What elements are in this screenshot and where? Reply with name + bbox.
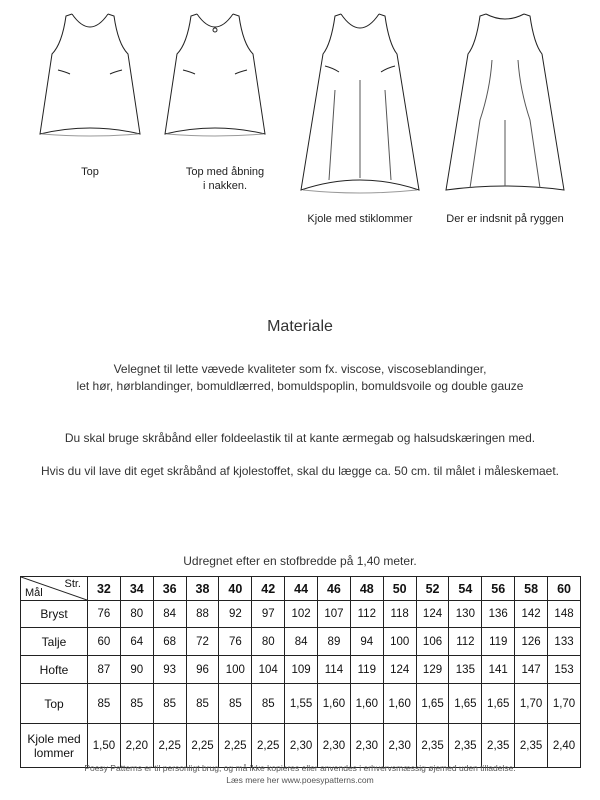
row-label	[21, 724, 88, 768]
table-caption: Udregnet efter en stofbredde på 1,40 meter.	[183, 554, 417, 568]
table-row-talje	[21, 628, 581, 656]
dress-front-icon	[295, 10, 425, 205]
table-cell: 2,25	[186, 724, 219, 768]
table-cell: 92	[219, 601, 252, 628]
table-cell: 126	[515, 628, 548, 656]
size-header: 54	[449, 577, 482, 601]
table-cell: 76	[88, 601, 121, 628]
size-header: 42	[252, 577, 285, 601]
table-cell: 97	[252, 601, 285, 628]
table-cell: 80	[120, 601, 153, 628]
table-cell: 119	[482, 628, 515, 656]
table-cell: 80	[252, 628, 285, 656]
size-header: 58	[515, 577, 548, 601]
footer-website: Læs mere her www.poesypatterns.com	[226, 775, 374, 785]
table-cell: 2,35	[449, 724, 482, 768]
table-cell: 124	[383, 656, 416, 684]
table-cell: 2,35	[482, 724, 515, 768]
table-cell: 104	[252, 656, 285, 684]
table-cell: 85	[252, 684, 285, 724]
table-cell: 1,65	[449, 684, 482, 724]
table-cell: 2,30	[350, 724, 383, 768]
fabric-line-2: let hør, hørblandinger, bomuldlærred, bomuldspoplin, bomuldsvoile og double gauze	[76, 379, 524, 393]
table-cell: 1,65	[482, 684, 515, 724]
size-header: 36	[153, 577, 186, 601]
table-cell: 141	[482, 656, 515, 684]
table-cell: 84	[153, 601, 186, 628]
table-cell: 106	[416, 628, 449, 656]
table-cell: 100	[383, 628, 416, 656]
size-header: 50	[383, 577, 416, 601]
table-cell: 85	[186, 684, 219, 724]
table-cell: 135	[449, 656, 482, 684]
row-label: Bryst	[21, 601, 88, 628]
row-label-line: lommer	[33, 745, 74, 760]
table-cell: 100	[219, 656, 252, 684]
table-cell: 1,60	[318, 684, 351, 724]
own-binding-text: Hvis du vil lave dit eget skråbånd af kjolestoffet, skal du lægge ca. 50 cm. til målet i måleskemaet.	[40, 464, 560, 478]
size-header-row	[21, 577, 581, 601]
table-cell: 76	[219, 628, 252, 656]
table-cell: 1,65	[416, 684, 449, 724]
illustration-caption-dress: Kjole med stiklommer	[307, 213, 413, 225]
size-header: 34	[120, 577, 153, 601]
corner-measure-label: Mål	[25, 587, 43, 599]
table-cell: 93	[153, 656, 186, 684]
table-cell: 112	[449, 628, 482, 656]
caption-line: i nakken.	[202, 180, 248, 192]
table-cell: 68	[153, 628, 186, 656]
table-cell: 1,70	[548, 684, 581, 724]
footer-copyright: Poesy Patterns er til personligt brug, og må ikke kopieres eller anvendes i erhvervsmæssig øjemed uden tilladelse.	[84, 763, 516, 773]
table-cell: 2,25	[153, 724, 186, 768]
table-cell: 96	[186, 656, 219, 684]
size-header: 40	[219, 577, 252, 601]
table-cell: 2,25	[219, 724, 252, 768]
table-cell: 119	[350, 656, 383, 684]
size-header: 48	[350, 577, 383, 601]
table-cell: 89	[318, 628, 351, 656]
size-header: 46	[318, 577, 351, 601]
corner-cell	[21, 577, 88, 601]
table-cell: 1,60	[383, 684, 416, 724]
corner-size-label: Str.	[64, 578, 81, 590]
table-cell: 60	[88, 628, 121, 656]
table-cell: 1,60	[350, 684, 383, 724]
table-cell: 2,20	[120, 724, 153, 768]
table-cell: 147	[515, 656, 548, 684]
table-cell: 87	[88, 656, 121, 684]
size-header: 38	[186, 577, 219, 601]
size-header: 32	[88, 577, 121, 601]
table-cell: 2,30	[285, 724, 318, 768]
caption-line: Top med åbning	[185, 166, 265, 178]
table-row-top	[21, 684, 581, 724]
table-cell: 118	[383, 601, 416, 628]
table-cell: 2,35	[515, 724, 548, 768]
table-cell: 2,30	[318, 724, 351, 768]
illustration-caption-top-neck	[155, 165, 295, 193]
table-cell: 88	[186, 601, 219, 628]
table-cell: 85	[88, 684, 121, 724]
table-cell: 84	[285, 628, 318, 656]
table-cell: 109	[285, 656, 318, 684]
size-header: 60	[548, 577, 581, 601]
table-row-bryst	[21, 601, 581, 628]
table-cell: 133	[548, 628, 581, 656]
table-cell: 114	[318, 656, 351, 684]
table-cell: 112	[350, 601, 383, 628]
table-cell: 153	[548, 656, 581, 684]
table-cell: 2,40	[548, 724, 581, 768]
size-header: 56	[482, 577, 515, 601]
dress-back-icon	[440, 10, 570, 205]
row-label: Hofte	[21, 656, 88, 684]
binding-text: Du skal bruge skråbånd eller foldeelastik til at kante ærmegab og halsudskæringen med.	[64, 431, 536, 445]
table-cell: 90	[120, 656, 153, 684]
size-header: 44	[285, 577, 318, 601]
table-cell: 2,25	[252, 724, 285, 768]
size-header: 52	[416, 577, 449, 601]
table-row-kjole	[21, 724, 581, 768]
table-cell: 1,70	[515, 684, 548, 724]
table-cell: 130	[449, 601, 482, 628]
table-cell: 107	[318, 601, 351, 628]
row-label: Talje	[21, 628, 88, 656]
table-cell: 129	[416, 656, 449, 684]
illustration-caption-top: Top	[81, 166, 99, 178]
row-label: Top	[21, 684, 88, 724]
fabric-line-1: Velegnet til lette vævede kvaliteter som fx. viscose, viscoseblandinger,	[113, 362, 487, 376]
table-cell: 2,30	[383, 724, 416, 768]
table-cell: 94	[350, 628, 383, 656]
table-cell: 1,50	[88, 724, 121, 768]
table-cell: 2,35	[416, 724, 449, 768]
top-garment-icon	[30, 10, 150, 150]
table-cell: 85	[153, 684, 186, 724]
table-cell: 148	[548, 601, 581, 628]
table-cell: 102	[285, 601, 318, 628]
table-cell: 85	[219, 684, 252, 724]
table-cell: 64	[120, 628, 153, 656]
table-cell: 1,55	[285, 684, 318, 724]
table-cell: 72	[186, 628, 219, 656]
table-cell: 142	[515, 601, 548, 628]
table-cell: 85	[120, 684, 153, 724]
table-row-hofte	[21, 656, 581, 684]
top-neck-opening-icon	[155, 10, 275, 150]
row-label-line: Kjole med	[27, 731, 81, 746]
size-table	[20, 576, 581, 768]
illustration-caption-dress-back: Der er indsnit på ryggen	[446, 213, 564, 225]
material-heading: Materiale	[267, 318, 333, 335]
table-cell: 124	[416, 601, 449, 628]
table-cell: 136	[482, 601, 515, 628]
